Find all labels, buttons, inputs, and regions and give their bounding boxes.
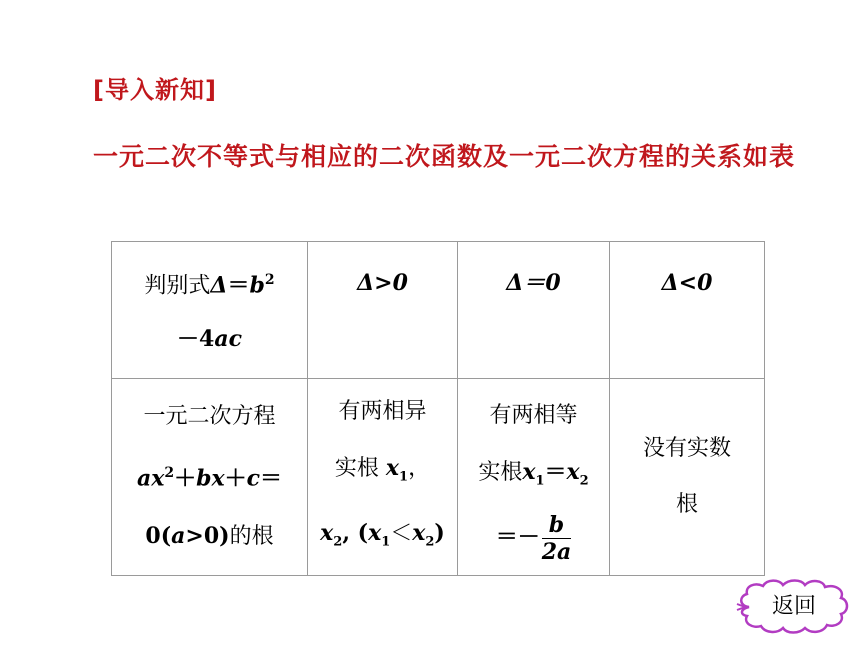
discriminant-header <box>112 242 308 379</box>
discriminant-line2 <box>116 313 303 366</box>
back-button[interactable] <box>735 576 853 638</box>
coef-a: a <box>136 465 152 492</box>
header-delta-negative <box>610 242 765 379</box>
equal-line3 <box>462 509 605 566</box>
plus-sign: ＋ <box>174 465 197 492</box>
gt-zero: >0) <box>185 522 230 549</box>
roots-distinct-cell <box>308 379 458 576</box>
distinct-line1: 有两相异 <box>338 398 427 424</box>
intro-text: 一元二次不等式与相应的二次函数及一元二次方程的关系如表 <box>93 142 796 171</box>
real-roots-word: 实根 <box>334 455 379 481</box>
equal-line2 <box>462 444 605 509</box>
fraction-denominator: 2a <box>541 538 572 565</box>
x1-sub-c: 1 <box>535 473 545 489</box>
equation-label-cell <box>112 379 308 576</box>
equation-label-line2 <box>116 445 303 507</box>
header-delta-positive <box>308 242 458 379</box>
fraction-b-over-2a <box>542 512 572 565</box>
equation-label-line3 <box>116 508 303 565</box>
equation-label-line1: 一元二次方程 <box>143 404 276 430</box>
delta-positive-label: Δ>0 <box>357 270 408 296</box>
table-row-roots <box>112 379 765 576</box>
roots-none-cell <box>610 379 765 576</box>
back-button-label[interactable]: 返回 <box>771 594 816 619</box>
roots-equal-cell <box>458 379 610 576</box>
x-exponent: 2 <box>164 465 175 482</box>
equals-sign-2: ＝ <box>260 465 283 492</box>
var-x: x <box>151 465 165 492</box>
header-label: 判别式 <box>144 273 211 299</box>
section-heading: [导入新知] <box>93 76 217 104</box>
x2-sub: 2 <box>333 534 343 550</box>
close-paren: ) <box>434 520 445 546</box>
x1-var-b: x <box>368 520 382 546</box>
term-bx: bx <box>196 465 225 492</box>
discriminant-line1 <box>116 254 303 312</box>
b-exponent: 2 <box>264 272 275 289</box>
delta-symbol: Δ <box>210 272 228 299</box>
x2-sub-c: 2 <box>579 473 589 489</box>
x2-var-c: x <box>566 458 580 485</box>
plus-sign-2: ＋ <box>224 465 247 492</box>
coef-a-2: a <box>171 522 186 549</box>
x2-var: x <box>320 520 334 546</box>
zero-paren: 0( <box>145 522 172 549</box>
fraction-numerator: b <box>542 512 572 539</box>
delta-zero-label: Δ＝0 <box>506 270 561 296</box>
real-roots-word-2: 实根 <box>478 459 523 485</box>
x1-var: x <box>385 454 400 481</box>
separator: ， <box>408 455 431 481</box>
none-line2: 根 <box>675 492 698 517</box>
distinct-line2 <box>312 440 453 505</box>
equals-sign: ＝ <box>227 272 250 299</box>
x2-sub-b: 2 <box>425 534 435 550</box>
minus-four: －4 <box>177 325 215 352</box>
x2-var-b: x <box>412 520 426 546</box>
distinct-line3 <box>312 505 453 570</box>
delta-negative-label: Δ<0 <box>661 270 713 296</box>
comma-paren: , ( <box>342 520 369 546</box>
table-header-row <box>112 242 765 379</box>
term-c: c <box>246 465 261 492</box>
relation-table <box>111 241 765 576</box>
equals-minus: ＝－ <box>495 524 540 551</box>
roots-word: 的根 <box>229 523 274 549</box>
equals-sign-3: ＝ <box>544 458 567 485</box>
equal-line1: 有两相等 <box>489 402 578 428</box>
x1-var-c: x <box>522 458 536 485</box>
ac-var: ac <box>214 325 242 352</box>
x1-sub-b: 1 <box>381 534 391 550</box>
x1-sub: 1 <box>399 469 409 484</box>
b-var: b <box>249 272 265 299</box>
less-than: ＜ <box>390 521 413 546</box>
header-delta-zero <box>458 242 610 379</box>
none-line1: 没有实数 <box>642 436 731 461</box>
